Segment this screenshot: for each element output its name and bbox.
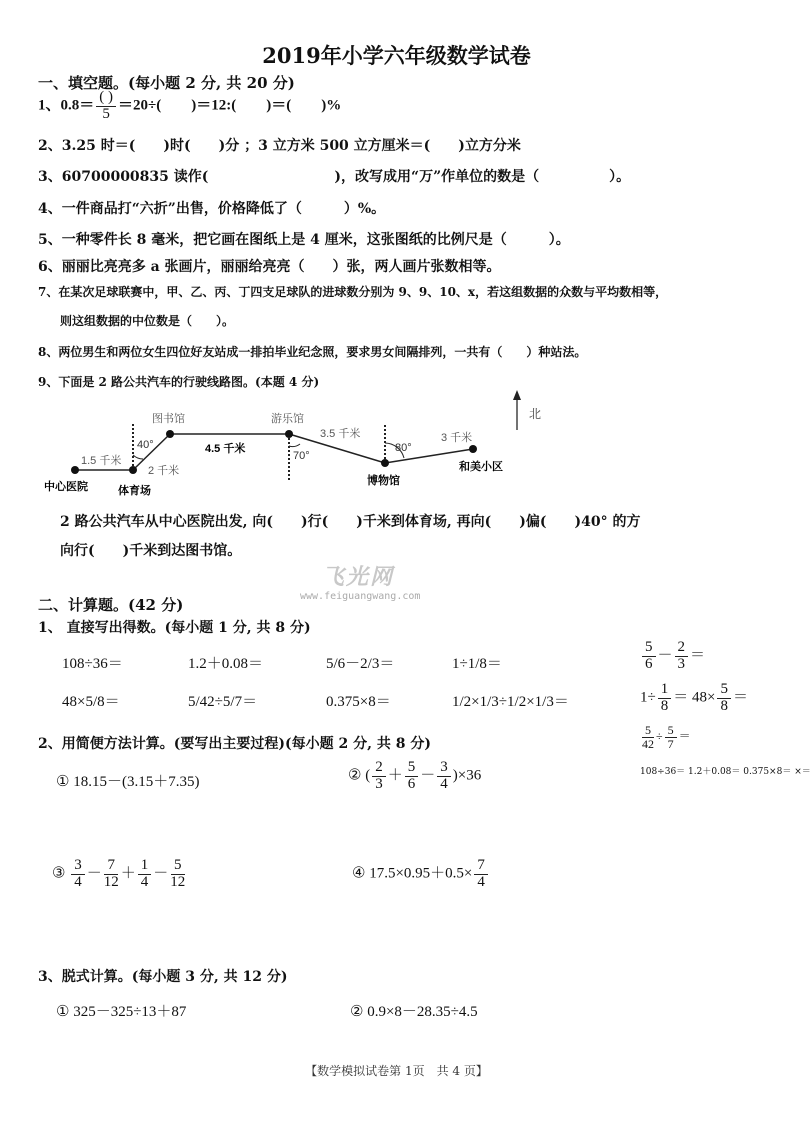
denominator: 42 (642, 736, 654, 751)
numerator: 7 (474, 858, 488, 875)
point-amusement (285, 430, 293, 438)
prefix: ② ( (348, 767, 371, 784)
numerator: 2 (675, 640, 689, 657)
equals: ＝ (801, 767, 811, 777)
calc-item-8: 1/2×1/3÷1/2×1/3＝ (452, 694, 569, 710)
distance-amusement-museum: 3.5 千米 (320, 428, 361, 440)
numerator: 5 (171, 858, 185, 875)
simplify-item-2 (348, 760, 481, 793)
denominator: 12 (170, 873, 186, 890)
denominator: 12 (103, 873, 119, 890)
question-6: 6、丽丽比亮亮多 a 张画片，丽丽给亮亮（ ）张，两人画片张数相等。 (38, 259, 501, 275)
angle-amusement: 70° (293, 450, 310, 462)
operator: － (657, 647, 673, 664)
operator: ＋ (120, 865, 136, 882)
prefix: ④ 17.5×0.95＋0.5× (352, 865, 473, 882)
denominator: 4 (440, 775, 448, 792)
denominator: 4 (477, 873, 485, 890)
q1-prefix: 1、0.8＝ (38, 97, 95, 114)
distance-stadium-library: 2 千米 (148, 465, 180, 477)
q1-numerator: ( ) (96, 90, 116, 107)
calc-item-6: 5/42÷5/7＝ (188, 694, 258, 710)
equals: ＝ (673, 689, 689, 706)
stepwise-item-1: ① 325－325÷13＋87 (56, 1004, 187, 1020)
operator: － (420, 767, 436, 784)
denominator: 3 (677, 655, 686, 672)
angle-stadium: 40° (137, 439, 154, 451)
numerator: 7 (104, 858, 118, 875)
calc-item-7: 0.375×8＝ (326, 694, 391, 710)
label-stadium: 体育场 (118, 485, 151, 497)
q1-rest: ＝20÷( )＝12:( )＝( )% (118, 97, 342, 114)
question-2: 2、3.25 时＝( )时( )分 ；3 立方米 500 立方厘米＝( )立方分米 (38, 138, 521, 154)
expr-g: 0.375×8＝ (743, 767, 792, 777)
watermark (300, 560, 420, 602)
distance-hospital-stadium: 1.5 千米 (81, 455, 122, 467)
numerator: 5 (642, 724, 654, 738)
calc-fraction-display-3 (640, 640, 705, 673)
north-arrow-icon (513, 390, 521, 400)
q1-fraction (96, 90, 116, 123)
bus-route-map (0, 382, 793, 502)
operator: × (794, 767, 802, 777)
sub-3-heading: 3、脱式计算。(每小题 3 分, 共 12 分) (38, 969, 288, 985)
operator: ＋ (387, 767, 403, 784)
north-label: 北 (529, 407, 542, 421)
suffix: )×36 (452, 767, 482, 784)
calc-item-2: 1.2＋0.08＝ (188, 656, 264, 672)
expr-b: 1.2＋0.08＝ (688, 767, 741, 777)
operator: － (86, 865, 102, 882)
equals: ＝ (732, 689, 748, 706)
question-7-line2: 则这组数据的中位数是（ ）。 (60, 314, 235, 328)
expr-a: 108÷36＝ (640, 767, 686, 777)
angle-arc-stadium (133, 455, 143, 459)
q1-denominator: 5 (102, 105, 110, 122)
denominator: 6 (645, 655, 653, 672)
point-hospital (71, 466, 79, 474)
prefix: ③ (52, 865, 66, 882)
calc-item-3: 5/6－2/3＝ (326, 656, 395, 672)
page-footer: 【数学模拟试卷第 1页 共 4 页】 (305, 1064, 488, 1078)
denominator: 3 (375, 775, 383, 792)
simplify-item-1: ① 18.15－(3.15＋7.35) (56, 774, 200, 790)
calc-item-1: 108÷36＝ (62, 656, 123, 672)
page-title: 2019年小学六年级数学试卷 (262, 43, 531, 68)
numerator: 5 (405, 760, 419, 777)
question-1 (38, 90, 341, 123)
simplify-item-4 (352, 858, 490, 891)
label-library: 图书馆 (152, 413, 185, 425)
distance-library-amusement: 4.5 千米 (205, 443, 246, 455)
numerator: 5 (717, 682, 731, 699)
question-7-line1: 7、在某次足球联赛中，甲、乙、丙、丁四支足球队的进球数分别为 9、9、10、x，若这组数据的众数与平均数相等， (38, 285, 668, 299)
denominator: 8 (720, 697, 728, 714)
question-3: 3、60700000835 读作( )，改写成用“万”作单位的数是（ ）。 (38, 169, 631, 185)
label-community: 和美小区 (459, 461, 503, 473)
label-amusement: 游乐馆 (271, 413, 304, 425)
distance-museum-community: 3 千米 (441, 432, 473, 444)
watermark-logo: 飞光网 (322, 564, 395, 590)
calc-fraction-display-8 (640, 764, 811, 777)
numerator: 3 (71, 858, 85, 875)
label-hospital: 中心医院 (44, 481, 88, 493)
equals: ＝ (678, 728, 691, 743)
operand: 1÷ (640, 689, 656, 706)
question-8: 8、两位男生和两位女生四位好友站成一排拍毕业纪念照，要求男女间隔排列，一共有（ ）种站法。 (38, 345, 587, 359)
question-4: 4、一件商品打“六折”出售，价格降低了（ ）%。 (38, 201, 386, 217)
question-5: 5、一种零件长 8 毫米，把它画在图纸上是 4 厘米，这张图纸的比例尺是（ ）。 (38, 232, 570, 248)
numerator: 5 (665, 724, 677, 738)
point-community (469, 445, 477, 453)
numerator: 1 (138, 858, 152, 875)
watermark-url: www.feiguangwang.com (300, 591, 421, 602)
operator: ÷ (656, 728, 663, 743)
numerator: 2 (372, 760, 386, 777)
stepwise-item-2: ② 0.9×8－28.35÷4.5 (350, 1004, 478, 1020)
question-9-text-line2: 向行( )千米到达图书馆。 (60, 543, 242, 559)
question-9: 9、下面是 2 路公共汽车的行驶线路图。(本题 4 分) (38, 375, 320, 389)
denominator: 6 (407, 775, 416, 792)
denominator: 4 (74, 873, 82, 890)
angle-museum: 80° (395, 442, 412, 454)
equals: ＝ (690, 647, 706, 664)
numerator: 1 (658, 682, 672, 699)
sub-1-heading: 1、 直接写出得数。(每小题 1 分, 共 8 分) (38, 620, 311, 636)
section-1-heading: 一、填空题。(每小题 2 分, 共 20 分) (38, 74, 295, 92)
calc-fraction-display-4 (640, 682, 748, 715)
operand: 48× (692, 689, 716, 706)
numerator: 5 (642, 640, 656, 657)
denominator: 8 (660, 697, 669, 714)
denominator: 4 (140, 873, 149, 890)
operator: － (153, 865, 169, 882)
point-library (166, 430, 174, 438)
sub-2-heading: 2、用简便方法计算。(要写出主要过程)(每小题 2 分, 共 8 分) (38, 736, 431, 752)
numerator: 3 (437, 760, 451, 777)
denominator: 7 (667, 736, 674, 751)
section-2-heading: 二、计算题。(42 分) (38, 596, 184, 614)
point-stadium (129, 466, 137, 474)
calc-item-5: 48×5/8＝ (62, 694, 120, 710)
question-9-text-line1: 2 路公共汽车从中心医院出发, 向( )行( )千米到体育场, 再向( )偏( )40° 的方 (60, 514, 641, 530)
calc-item-4: 1÷1/8＝ (452, 656, 502, 672)
calc-fraction-display-6 (640, 724, 691, 750)
label-museum: 博物馆 (367, 475, 400, 487)
angle-arc-amusement (289, 444, 300, 447)
simplify-item-3 (52, 858, 187, 891)
point-museum (381, 459, 389, 467)
